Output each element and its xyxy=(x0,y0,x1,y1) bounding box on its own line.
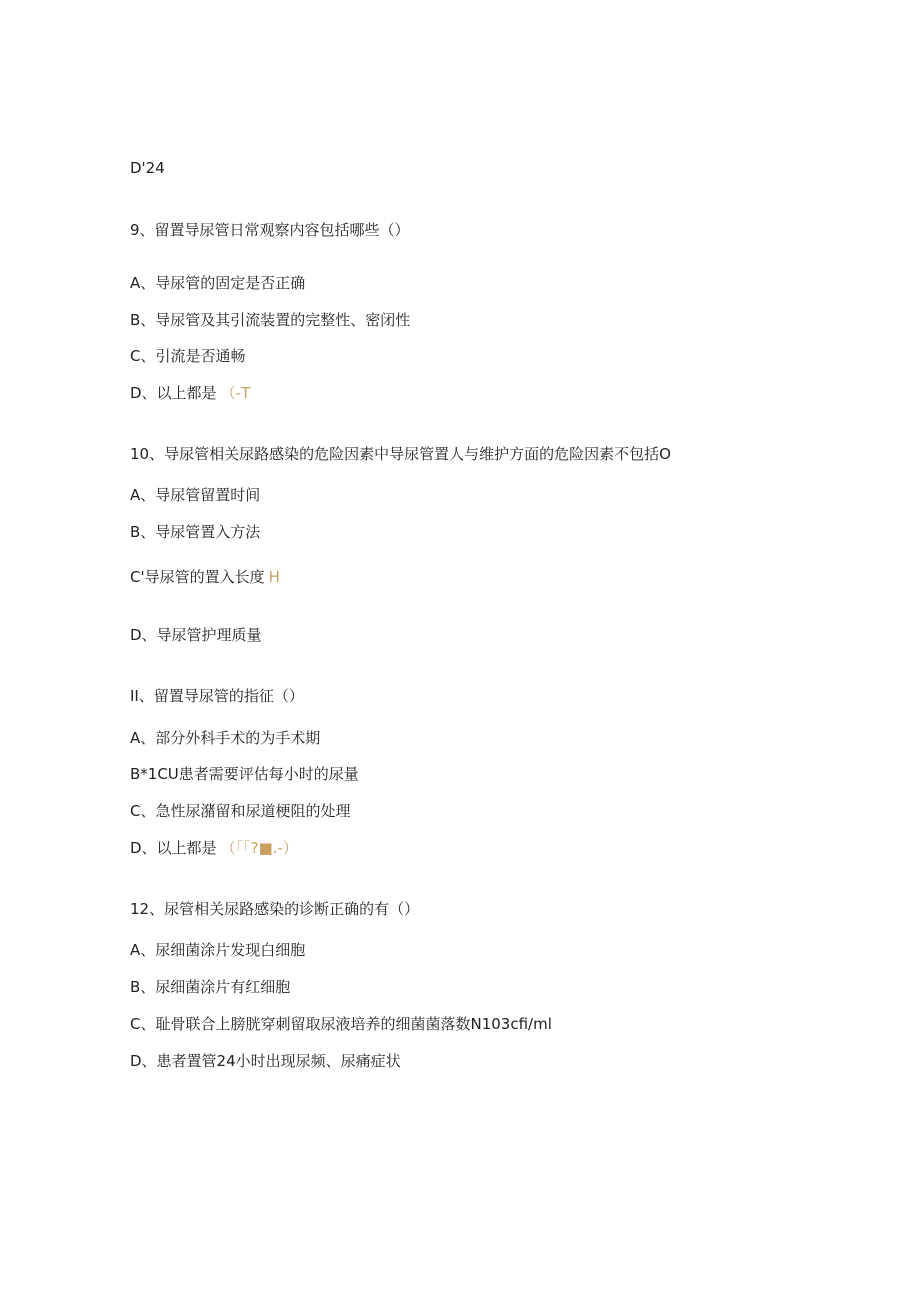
question-10: 10、导尿管相关尿路感染的危险因素中导尿管置人与维护方面的危险因素不包括O xyxy=(130,445,671,463)
option-9a: A、导尿管的固定是否正确 xyxy=(130,274,306,292)
option-12c: C、耻骨联合上膀胱穿刺留取尿液培养的细菌菌落数N103cfi∕ml xyxy=(130,1015,552,1033)
question-9: 9、留置导尿管日常观察内容包括哪些（） xyxy=(130,221,410,239)
option-9b: B、导尿管及其引流装置的完整性、密闭性 xyxy=(130,311,411,329)
option-10a: A、导尿管留置时间 xyxy=(130,486,261,504)
answer-mark: H xyxy=(268,568,280,586)
question-12: 12、尿管相关尿路感染的诊断正确的有（） xyxy=(130,900,420,918)
option-11c: C、急性尿潴留和尿道梗阻的处理 xyxy=(130,802,351,820)
answer-mark: （-T xyxy=(220,384,251,402)
option-text: D、以上都是 xyxy=(130,839,217,857)
option-11b: B*1CU患者需要评估每小时的尿量 xyxy=(130,765,359,783)
option-text: C'导尿管的置入长度 xyxy=(130,568,265,586)
option-text: D、以上都是 xyxy=(130,384,217,402)
option-10d: D、导尿管护理质量 xyxy=(130,626,262,644)
option-10c xyxy=(130,567,280,587)
option-11a: A、部分外科手术的为手术期 xyxy=(130,729,321,747)
option-12d: D、患者置管24小时出现尿频、尿痛症状 xyxy=(130,1052,401,1070)
question-11: II、留置导尿管的指征（） xyxy=(130,687,304,705)
option-11d xyxy=(130,838,298,858)
option-12b: B、尿细菌涂片有红细胞 xyxy=(130,978,291,996)
answer-mark: （「「?■.-） xyxy=(220,839,298,857)
option-9d xyxy=(130,383,250,403)
option-10b: B、导尿管置入方法 xyxy=(130,523,261,541)
text-line: D'24 xyxy=(130,159,165,177)
option-12a: A、尿细菌涂片发现白细胞 xyxy=(130,941,306,959)
option-9c: C、引流是否通畅 xyxy=(130,347,246,365)
